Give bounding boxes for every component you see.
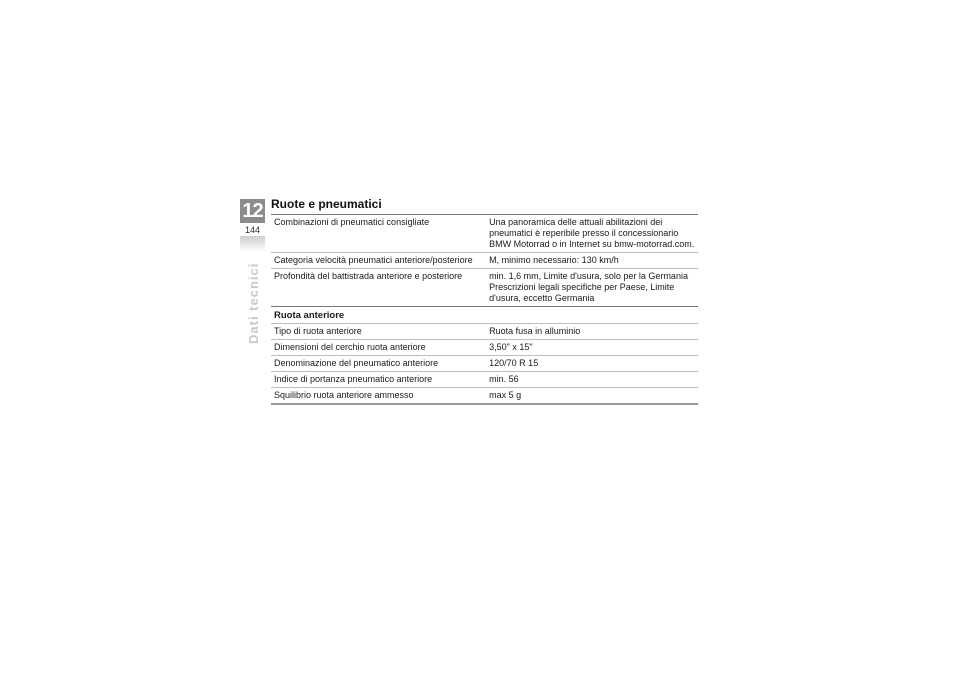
table-row	[271, 340, 698, 356]
spec-value: Ruota fusa in alluminio	[486, 324, 698, 340]
chapter-tab	[240, 199, 265, 252]
table-subheading-row	[271, 307, 698, 324]
front-wheel-heading: Ruota anteriore	[271, 307, 698, 324]
spec-label: Dimensioni del cerchio ruota anteriore	[271, 340, 486, 356]
table-row	[271, 215, 698, 253]
spec-value: min. 1,6 mm, Limite d'usura, solo per la Germania Prescrizioni legali specifiche per Paese, Limite d'usura, eccetto Germania	[486, 269, 698, 307]
table-row	[271, 356, 698, 372]
spec-label: Combinazioni di pneumatici consigliate	[271, 215, 486, 253]
chapter-number: 12	[240, 199, 265, 223]
spec-table	[271, 214, 698, 405]
spec-label: Indice di portanza pneumatico anteriore	[271, 372, 486, 388]
table-row	[271, 388, 698, 405]
spec-value: 3,50" x 15"	[486, 340, 698, 356]
spec-label: Denominazione del pneumatico anteriore	[271, 356, 486, 372]
table-row	[271, 269, 698, 307]
spec-label: Squilibrio ruota anteriore ammesso	[271, 388, 486, 405]
page-number: 144	[244, 225, 261, 235]
spec-value: 120/70 R 15	[486, 356, 698, 372]
spec-label: Tipo di ruota anteriore	[271, 324, 486, 340]
table-row	[271, 372, 698, 388]
spec-value: max 5 g	[486, 388, 698, 405]
chapter-tab-band	[240, 236, 265, 252]
table-row	[271, 324, 698, 340]
section-title: Ruote e pneumatici	[271, 197, 382, 211]
spec-value: M, minimo necessario: 130 km/h	[486, 253, 698, 269]
table-row	[271, 253, 698, 269]
spec-value: min. 56	[486, 372, 698, 388]
spec-value: Una panoramica delle attuali abilitazioni dei pneumatici è reperibile presso il concessionario BMW Motorrad o in Internet su bmw-motorrad.com.	[486, 215, 698, 253]
spec-label: Categoria velocità pneumatici anteriore/posteriore	[271, 253, 486, 269]
chapter-title: Dati tecnici	[246, 262, 261, 344]
spec-label: Profondità del battistrada anteriore e posteriore	[271, 269, 486, 307]
